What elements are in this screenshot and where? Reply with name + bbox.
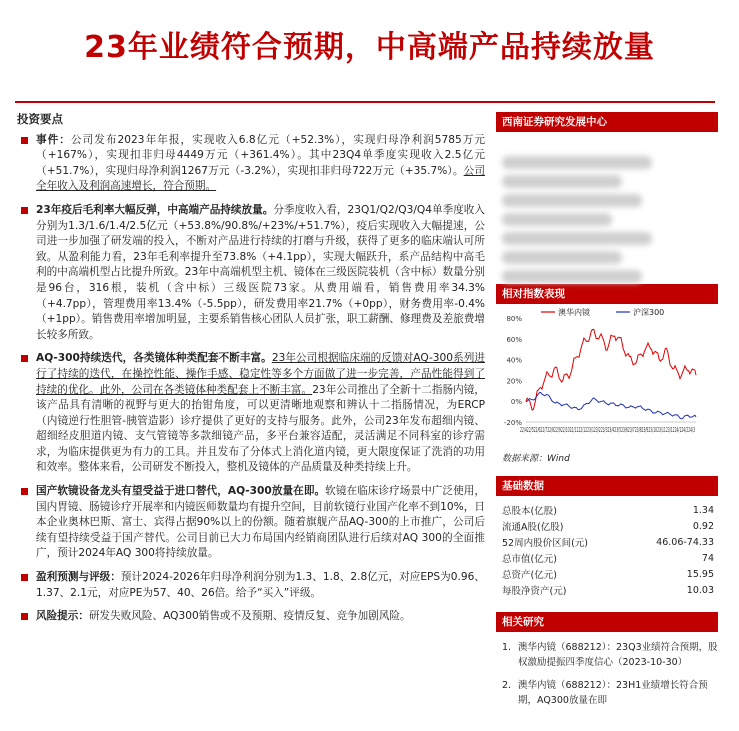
para-lead: 国产软镜设备龙头有望受益于进口替代，AQ-300放量在即。 bbox=[36, 485, 326, 498]
analyst-info-redacted bbox=[496, 132, 718, 284]
investment-points bbox=[17, 112, 485, 633]
related-research-item[interactable] bbox=[502, 640, 718, 670]
sidebar bbox=[496, 112, 718, 708]
para-lead: AQ-300持续迭代，各类镜体种类配套不断丰富。 bbox=[36, 352, 272, 365]
para-text: 软镜在临床诊疗场景中广泛使用，国内胃镜、肠镜诊疗开展率和内镜医师数量均有提升空间，目前软镜行业国产化率不到10%，日本企业奥林巴斯、富士、宾得占据90%以上的份额。随着旗舰产品AQ-300的上市推广，公司后续有望持续受益于国产替代。公司目前已大力布局国内经销商团队进行后续对AQ 300的全面推广，预计2024年AQ 300将持续放量。 bbox=[36, 485, 485, 560]
basic-data-row bbox=[502, 550, 714, 566]
para-text: 研发失败风险、AQ300销售或不及预期、疫情反复、竞争加剧风险。 bbox=[88, 610, 411, 623]
bullet-icon bbox=[21, 137, 28, 144]
basic-data-value: 46.06-74.33 bbox=[656, 536, 714, 548]
bullet-icon bbox=[21, 574, 28, 581]
basic-data-label: 总资产(亿元) bbox=[502, 570, 557, 581]
para-lead: 事件： bbox=[36, 133, 71, 146]
para-lead: 23年疫后毛利率大幅反弹，中高端产品持续放量。 bbox=[36, 203, 274, 216]
legend-label: 沪深300 bbox=[633, 308, 665, 317]
basic-data-label: 52周内股价区间(元) bbox=[502, 538, 589, 549]
basic-data-value: 1.34 bbox=[692, 504, 714, 516]
legend-label: 澳华内镜 bbox=[558, 308, 590, 317]
basic-data-row bbox=[502, 502, 714, 518]
y-tick-label: 60% bbox=[506, 335, 522, 344]
bullet-icon bbox=[21, 613, 28, 620]
basic-data-value: 15.95 bbox=[686, 568, 714, 580]
basic-data-label: 总市值(亿元) bbox=[502, 554, 557, 565]
para-event bbox=[17, 133, 485, 195]
para-text: 23年公司推出了全新十二指肠内镜，该产品具有清晰的视野与更大的抬钳角度，可以更清晰地观察和辨认十二指肠情况，为ERCP（内镜逆行性胆管-胰管造影）诊疗提供了更好的支持与服务。此外，公司23年发布超细内镜、超细经皮胆道内镜、支气管镜等多款细镜产品，多平台兼容适配，灵活满足不同科室的诊疗需求，为临床提供更为有力的工具。并且发布了分体式上消化道内镜，更大限度保证了洗消的功用和效率。整体来看，公司研发不断投入，整机及镜体的产品质量及种类持续上升。 bbox=[36, 383, 486, 474]
para-substitution bbox=[17, 484, 485, 562]
bullet-icon bbox=[21, 488, 28, 495]
related-research-number: 2. bbox=[502, 680, 512, 691]
para-lead: 风险提示： bbox=[36, 610, 89, 623]
y-tick-label: 0% bbox=[510, 398, 522, 407]
related-research-header: 相关研究 bbox=[496, 612, 718, 632]
para-lead: 盈利预测与评级： bbox=[36, 571, 121, 584]
basic-data-value: 10.03 bbox=[686, 584, 714, 596]
para-underline: 23年公司根据临床端的反馈对AQ-300系列进行了持续的迭代，在操控性能、操作手感、稳定性等多个方面做了进一步完善，产品性能得到了持续的优化。此外，公司在各类镜体种类配套上不断丰富。 bbox=[36, 352, 485, 396]
chart-source: 数据来源：Wind bbox=[502, 454, 570, 464]
y-tick-label: 80% bbox=[506, 315, 522, 323]
relative-index-chart bbox=[496, 304, 718, 444]
y-tick-label: 40% bbox=[506, 356, 522, 365]
relative-index-header: 相对指数表现 bbox=[496, 284, 718, 304]
para-margin bbox=[17, 203, 485, 343]
bullet-icon bbox=[21, 355, 28, 362]
basic-data-row bbox=[502, 518, 714, 534]
para-text: 分季度收入看，23Q1/Q2/Q3/Q4单季度收入分别为1.3/1.6/1.4/2.5亿元（+53.8%/90.8%/+23%/+51.7%），疫后实现收入大幅提速，公司进一步加强了研发端的投入，不断对产品进行持续的打磨与升级，获得了更多的临床端认可所致。从盈利能力看，23年毛利率提升至73.8%（+4.1pp），实现大幅跃升，系产品结构中高毛利的中高端机型占比提升所致。23年中高端机型主机、镜体在三级医院装机（含中标）数量分别是96台，316根，装机（含中标）三级医院73家。从费用端看，销售费用率34.3%（+4.7pp），管理费用率13.4%（-5.5pp），研发费用率21.7%（+0pp），财务费用率-0.4%（+1pp）。销售费用率增加明显，主要系销售核心团队人员扩张，职工薪酬、修理费及差旅费增长较多所致。 bbox=[36, 203, 485, 341]
para-aq300 bbox=[17, 351, 485, 476]
basic-data-row bbox=[502, 534, 714, 550]
para-risk bbox=[17, 609, 485, 625]
research-center-header: 西南证券研究发展中心 bbox=[496, 112, 718, 132]
title-rule bbox=[15, 101, 715, 103]
basic-data-row bbox=[502, 566, 714, 582]
y-tick-label: -20% bbox=[503, 419, 522, 427]
related-research-text: 澳华内镜（688212）：23Q3业绩符合预期，股权激励提振四季度信心（2023-10-30） bbox=[518, 642, 718, 668]
basic-data-header: 基础数据 bbox=[496, 476, 718, 496]
related-research-list bbox=[496, 640, 718, 708]
para-text: 预计2024-2026年归母净利润分别为1.3、1.8、2.8亿元，对应EPS为0.96、1.37、2.1元，对应PE为57、40、26倍。给予“买入”评级。 bbox=[36, 571, 485, 599]
para-forecast bbox=[17, 570, 485, 601]
y-tick-label: 20% bbox=[506, 377, 522, 386]
basic-data-table bbox=[502, 502, 714, 598]
section-heading: 投资要点 bbox=[17, 112, 63, 126]
series-line-aohua bbox=[526, 329, 696, 410]
para-text: 公司发布2023年年报，实现收入6.8亿元（+52.3%），实现归母净利润5785万元（+167%），实现扣非归母4449万元（+361.4%）。其中23Q4单季度实现收入2.5亿元（+51.7%），实现归母净利润1267万元（-3.2%），实现扣非归母722万元（+35.7%）。 bbox=[36, 133, 486, 177]
basic-data-value: 0.92 bbox=[692, 520, 714, 532]
related-research-text: 澳华内镜（688212）：23H1业绩增长符合预期，AQ300放量在即 bbox=[518, 680, 708, 706]
basic-data-label: 流通A股(亿股) bbox=[502, 522, 564, 533]
basic-data-label: 每股净资产(元) bbox=[502, 586, 567, 597]
related-research-item[interactable] bbox=[502, 678, 718, 708]
basic-data-label: 总股本(亿股) bbox=[502, 506, 557, 517]
x-tick-labels: 22/422/522/622/722/822/922/1022/1122/1223/123/223/323/423/523/623/723/823/923/1023/1123/1224/124/224/3 bbox=[520, 426, 695, 434]
basic-data-row bbox=[502, 582, 714, 598]
para-underline: 公司全年收入及利润高速增长，符合预期。 bbox=[36, 164, 486, 193]
series-line-hs300 bbox=[526, 393, 696, 419]
report-title: 23年业绩符合预期，中高端产品持续放量 bbox=[84, 30, 655, 65]
basic-data-value: 74 bbox=[701, 552, 714, 564]
bullet-icon bbox=[21, 207, 28, 214]
related-research-number: 1. bbox=[502, 642, 512, 653]
